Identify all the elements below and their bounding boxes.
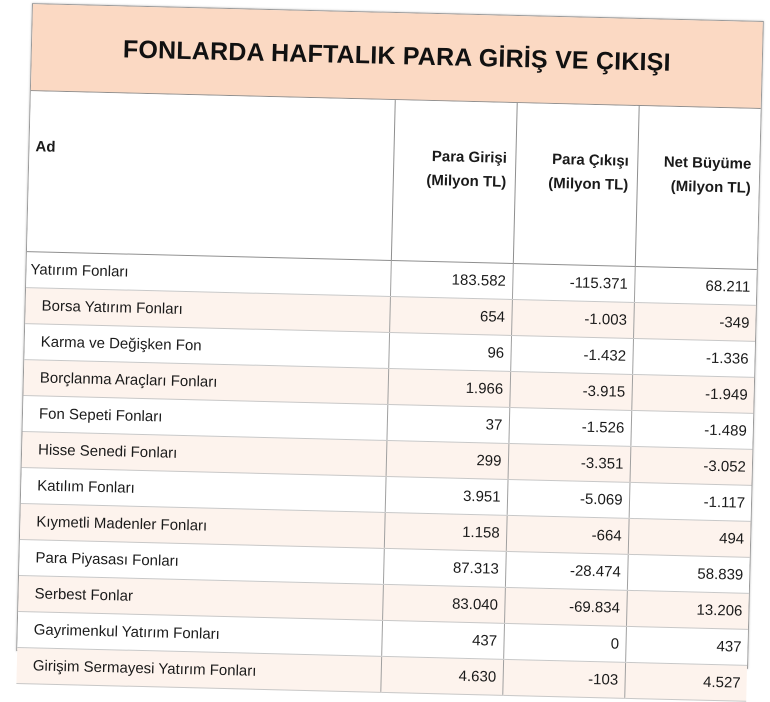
row-name: Gayrimenkul Yatırım Fonları bbox=[17, 611, 382, 656]
row-net: 68.211 bbox=[634, 266, 757, 305]
row-inflow: 3.951 bbox=[385, 476, 508, 515]
row-name: Yatırım Fonları bbox=[26, 252, 391, 297]
row-outflow: -115.371 bbox=[512, 263, 635, 302]
row-outflow: -69.834 bbox=[504, 587, 627, 626]
header-net bbox=[635, 106, 761, 269]
row-inflow: 87.313 bbox=[383, 548, 506, 587]
row-outflow: 0 bbox=[503, 623, 626, 662]
row-net: -1.489 bbox=[630, 410, 753, 449]
header-inflow bbox=[391, 100, 517, 263]
row-inflow: 299 bbox=[386, 440, 509, 479]
row-name: Para Piyasası Fonları bbox=[19, 540, 384, 585]
row-name: Kıymetli Madenler Fonları bbox=[20, 504, 385, 549]
table-title: FONLARDA HAFTALIK PARA GİRİŞ VE ÇIKIŞI bbox=[31, 4, 763, 109]
row-outflow: -5.069 bbox=[507, 479, 630, 518]
row-net: -1.336 bbox=[632, 338, 755, 377]
row-inflow: 1.966 bbox=[387, 368, 510, 407]
row-outflow: -1.526 bbox=[508, 407, 631, 446]
row-net: -3.052 bbox=[629, 446, 752, 485]
row-name: Serbest Fonlar bbox=[18, 576, 383, 621]
row-outflow: -664 bbox=[506, 515, 629, 554]
row-name: Hisse Senedi Fonları bbox=[22, 432, 387, 477]
row-net: -1.949 bbox=[631, 374, 754, 413]
row-net: 437 bbox=[625, 626, 748, 665]
header-inflow-line1: Para Girişi bbox=[431, 147, 508, 167]
header-name: Ad bbox=[27, 91, 395, 260]
row-net: 58.839 bbox=[627, 554, 750, 593]
header-row bbox=[27, 91, 761, 269]
row-name: Katılım Fonları bbox=[21, 468, 386, 513]
header-net-line1: Net Büyüme bbox=[663, 153, 752, 173]
fund-flow-table-sheet bbox=[16, 3, 764, 692]
row-inflow: 83.040 bbox=[382, 584, 505, 623]
header-inflow-line2: (Milyon TL) bbox=[426, 171, 507, 191]
row-name: Karma ve Değişken Fon bbox=[24, 324, 389, 369]
row-name: Girişim Sermayesi Yatırım Fonları bbox=[16, 647, 381, 692]
row-outflow: -3.351 bbox=[508, 443, 631, 482]
header-outflow-line2: (Milyon TL) bbox=[548, 174, 629, 194]
header-outflow bbox=[513, 103, 639, 266]
row-inflow: 96 bbox=[388, 332, 511, 371]
header-net-line2: (Milyon TL) bbox=[670, 177, 751, 197]
row-net: 494 bbox=[628, 518, 751, 557]
row-outflow: -3.915 bbox=[509, 371, 632, 410]
row-inflow: 654 bbox=[389, 296, 512, 335]
row-outflow: -28.474 bbox=[505, 551, 628, 590]
row-outflow: -1.003 bbox=[511, 299, 634, 338]
row-name: Fon Sepeti Fonları bbox=[23, 396, 388, 441]
header-outflow-line1: Para Çıkışı bbox=[551, 150, 630, 170]
row-net: -1.117 bbox=[629, 482, 752, 521]
row-net: 13.206 bbox=[626, 590, 749, 629]
row-net: -349 bbox=[633, 302, 756, 341]
row-name: Borsa Yatırım Fonları bbox=[25, 288, 390, 333]
row-inflow: 437 bbox=[381, 620, 504, 659]
row-name: Borçlanma Araçları Fonları bbox=[23, 360, 388, 405]
row-inflow: 4.630 bbox=[380, 656, 503, 695]
row-inflow: 37 bbox=[386, 404, 509, 443]
row-inflow: 183.582 bbox=[390, 260, 513, 299]
fund-flow-table bbox=[16, 91, 760, 702]
row-outflow: -103 bbox=[502, 659, 625, 698]
row-inflow: 1.158 bbox=[384, 512, 507, 551]
row-net: 4.527 bbox=[624, 662, 747, 701]
row-outflow: -1.432 bbox=[510, 335, 633, 374]
